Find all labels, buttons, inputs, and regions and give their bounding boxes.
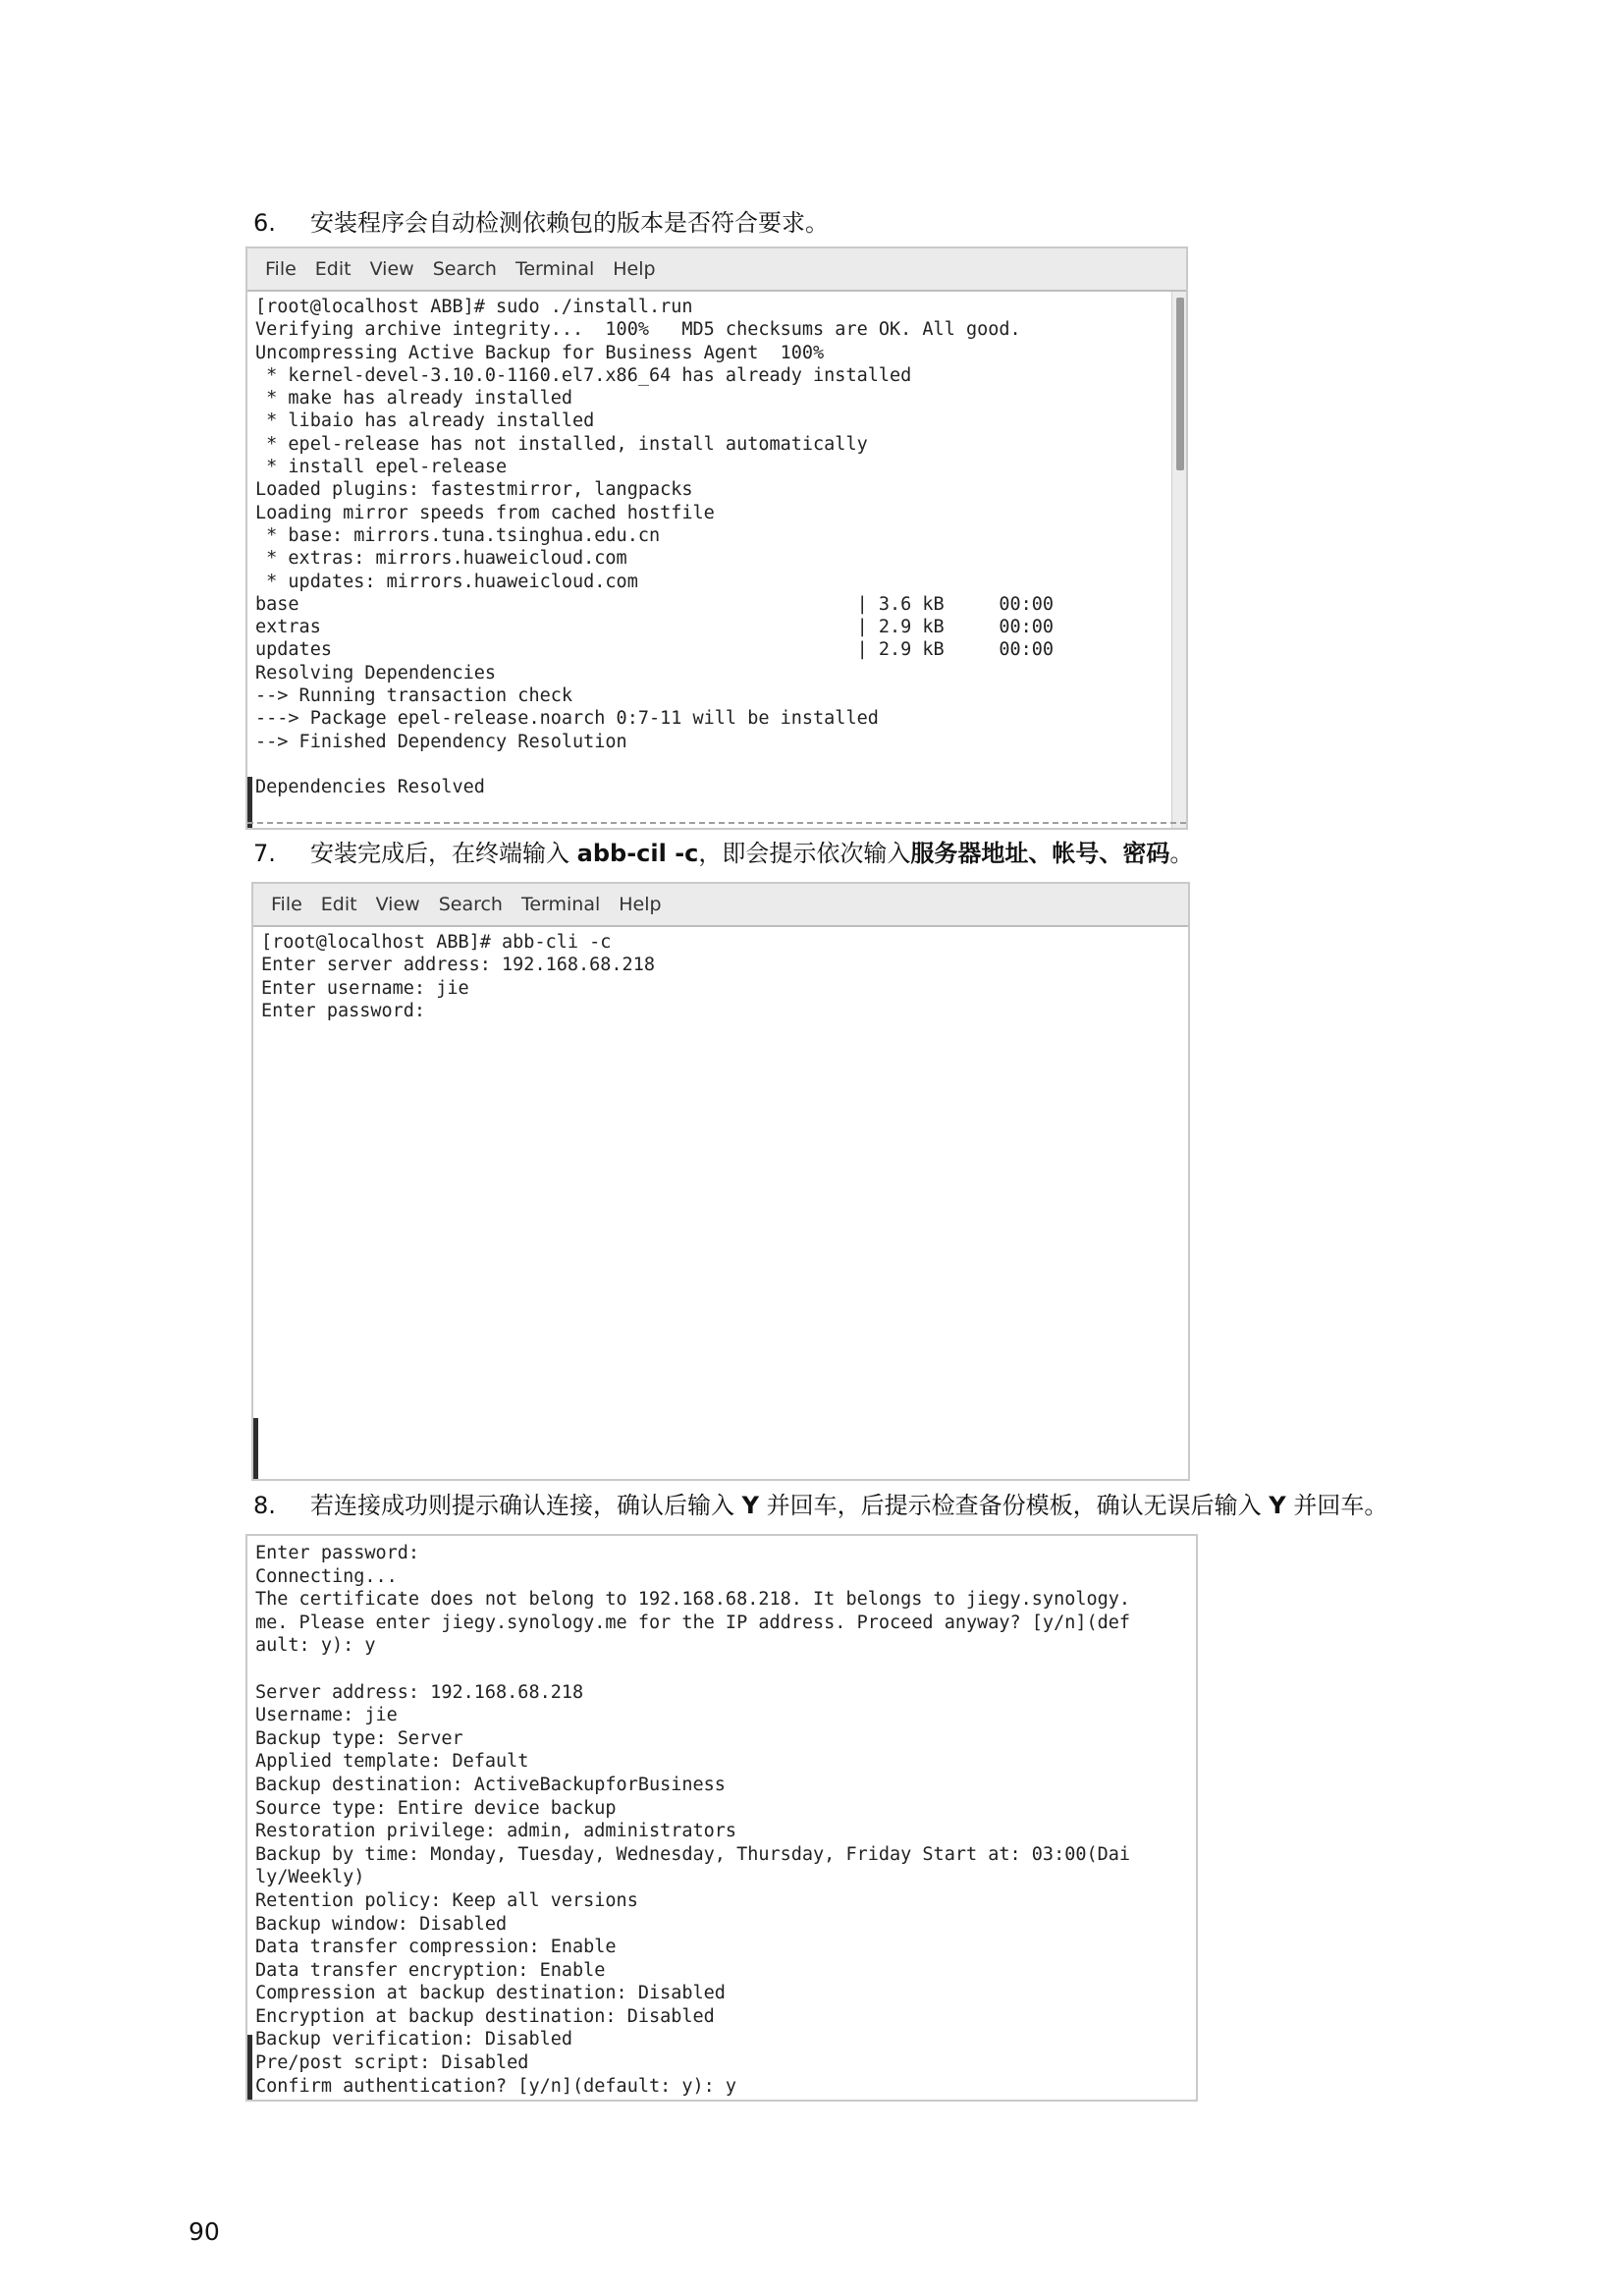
menu-terminal[interactable]: Terminal: [520, 894, 601, 915]
menu-view[interactable]: View: [369, 258, 414, 280]
step-8-text: [253, 1489, 1387, 1522]
step-6-number: 6.: [253, 209, 276, 237]
step-7-mid: ，即会提示依次输入: [698, 840, 911, 867]
step-8-post: 并回车。: [1285, 1492, 1388, 1519]
step-7-post: 。: [1169, 840, 1194, 867]
menu-edit[interactable]: Edit: [320, 894, 357, 915]
terminal-output[interactable]: [root@localhost ABB]# sudo ./install.run Verifying archive integrity... 100% MD5 checksums are OK. All good. Uncompressing Active Backup for Business Agent 100% * kernel-devel-3.10.0-1160.el7.x86_64 has already installed * make has already installed * libaio has already installed * epel-release has not installed, install automatically * install epel-release Loaded plugins: fastestmirror, langpacks Loading mirror speeds from cached hostfile * base: mirrors.tuna.tsinghua.edu.cn * extras: mirrors.huaweicloud.com * updates: mirrors.huaweicloud.com base | 3.6 kB 00:00 extras | 2.9 kB 00:00 updates | 2.9 kB 00:00 Resolving Dependencies --> Running transaction check ---> Package epel-release.noarch 0:7-11 will be installed --> Finished Dependency Resolution Dependencies Resolved: [255, 297, 1055, 798]
menu-help[interactable]: Help: [619, 894, 662, 915]
step-6-text: [253, 206, 829, 240]
menu-view[interactable]: View: [375, 894, 420, 915]
terminal-output[interactable]: Enter password: Connecting... The certificate does not belong to 192.168.68.218. It belongs to jiegy.synology. me. Please enter jiegy.synology.me for the IP address. Proceed anyway? [y/n](def ault: y): y Server address: 192.168.68.218 Username: jie Backup type: Server Applied template: Default Backup destination: ActiveBackupforBusiness Source type: Entire device backup Restoration privilege: admin, administrators Backup by time: Monday, Tuesday, Wednesday, Thursday, Friday Start at: 03:00(Dai ly/Weekly) Retention policy: Keep all versions Backup window: Disabled Data transfer compression: Enable Data transfer encryption: Enable Compression at backup destination: Disabled Encryption at backup destination: Disabled Backup verification: Disabled Pre/post script: Disabled Confirm authentication? [y/n](default: y): y: [255, 1543, 1131, 2097]
menu-file[interactable]: File: [271, 894, 302, 915]
step-7-command: abb-cil -c: [576, 840, 699, 867]
menu-edit[interactable]: Edit: [314, 258, 352, 280]
scrollbar[interactable]: [1171, 292, 1186, 828]
step-6-description: 安装程序会自动检测依赖包的版本是否符合要求。: [310, 209, 829, 237]
terminal-window-install[interactable]: [245, 246, 1188, 830]
step-8-pre: 若连接成功则提示确认连接，确认后输入: [310, 1492, 742, 1519]
window-edge: [247, 2035, 252, 2102]
terminal-menubar: [247, 248, 1186, 292]
step-8-number: 8.: [253, 1492, 276, 1519]
output-divider: [247, 822, 1186, 824]
terminal-output[interactable]: [root@localhost ABB]# abb-cli -c Enter server address: 192.168.68.218 Enter username: jie Enter password:: [261, 932, 655, 1021]
terminal-menubar: [253, 884, 1188, 927]
terminal-window-connect[interactable]: [251, 882, 1190, 1481]
menu-search[interactable]: Search: [432, 258, 497, 280]
scrollbar-thumb[interactable]: [1176, 298, 1184, 470]
step-7-fields: 服务器地址、帐号、密码: [910, 840, 1170, 867]
step-7-text: [253, 837, 1193, 870]
menu-search[interactable]: Search: [438, 894, 503, 915]
step-7-pre: 安装完成后，在终端输入: [310, 840, 577, 867]
step-8-mid: 并回车，后提示检查备份模板，确认无误后输入: [759, 1492, 1270, 1519]
page-number: 90: [189, 2217, 220, 2246]
menu-file[interactable]: File: [265, 258, 297, 280]
step-8-key-1: Y: [741, 1492, 760, 1519]
window-edge: [253, 1418, 258, 1481]
step-7-number: 7.: [253, 840, 276, 867]
terminal-window-confirm[interactable]: [245, 1534, 1198, 2102]
step-8-key-2: Y: [1269, 1492, 1286, 1519]
menu-help[interactable]: Help: [613, 258, 656, 280]
menu-terminal[interactable]: Terminal: [514, 258, 595, 280]
